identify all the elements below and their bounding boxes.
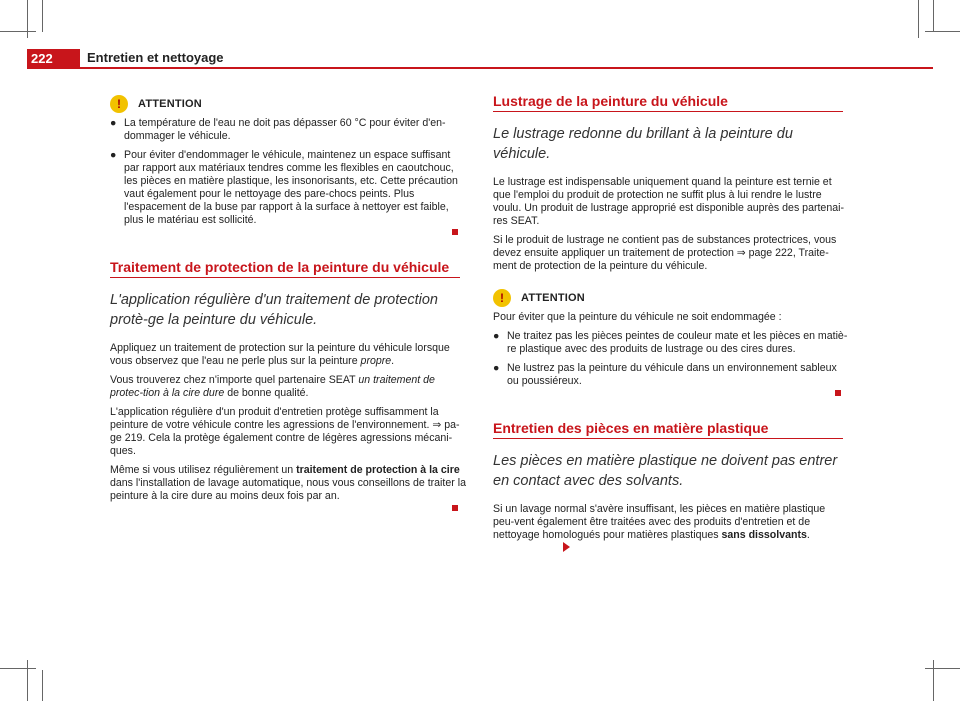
warning-title: ATTENTION — [138, 97, 202, 110]
warning-title: ATTENTION — [521, 291, 585, 304]
paragraph: Même si vous utilisez régulièrement un traitement de protection à la cire dans l'installation de lavage automatique, nous vous conseillons de traiter la peinture à la cire dure au moins deux fois par an. — [110, 464, 466, 502]
bullet-icon: ● — [110, 149, 117, 161]
section-title: Traitement de protection de la peinture du véhicule — [110, 261, 460, 278]
chapter-title: Entretien et nettoyage — [87, 50, 224, 65]
right-column — [493, 95, 849, 562]
paragraph: Si un lavage normal s'avère insuffisant, les pièces en matière plastique peu-vent également être traitées avec des produits d'entretien et de nettoyage homologués pour matières plastiques sans dissolvants. — [493, 503, 849, 556]
paragraph: Si le produit de lustrage ne contient pas de substances protectrices, vous devez ensuite appliquer un traitement de protection ⇒ page 222, Traite-ment de protection de la peinture du véhicule. — [493, 234, 837, 272]
warning-icon: ! — [493, 289, 511, 307]
warning-item-text: La température de l'eau ne doit pas dépasser 60 °C pour éviter d'en-dommager le véhicule. — [124, 117, 446, 142]
section-title: Lustrage de la peinture du véhicule — [493, 95, 843, 112]
crop-mark — [0, 668, 36, 669]
bullet-icon: ● — [110, 117, 117, 129]
warning-item — [110, 117, 466, 143]
warning-icon: ! — [110, 95, 128, 113]
section-end-marker — [452, 229, 458, 235]
section-end-marker — [452, 505, 458, 511]
warning-item-text: Ne lustrez pas la peinture du véhicule dans un environnement sableux ou poussiéreux. — [507, 362, 837, 387]
crop-mark — [42, 670, 43, 701]
paragraph: Vous trouverez chez n'importe quel partenaire SEAT un traitement de protec-tion à la cire dure de bonne qualité. — [110, 374, 435, 399]
warning-item — [493, 330, 849, 356]
warning-item — [110, 149, 466, 227]
warning-item-text: Pour éviter d'endommager le véhicule, maintenez un espace suffisant par rapport aux matériaux tendres comme les flexibles en caoutchouc, les pièces en matière plastique, les insonorisants, etc. Cette précaution vaut également pour le nettoyage des pare-chocs peints. Plus l'espacement de la buse par rapport à la surface à nettoyer est faible, plus le matériau est sollicité. — [124, 149, 458, 226]
page-header — [0, 0, 960, 68]
page-number: 222 — [27, 49, 80, 68]
paragraph: L'application régulière d'un produit d'entretien protège suffisamment la peinture de votre véhicule contre les agressions de l'environnement. ⇒ pa-ge 219. Cela la protège également contre de légères agressions mécani-ques. — [110, 406, 460, 457]
section-lead: L'application régulière d'un traitement de protection protè-ge la peinture du véhicule. — [110, 292, 438, 328]
continue-arrow-icon — [563, 542, 570, 552]
paragraph: Le lustrage est indispensable uniquement quand la peinture est ternie et que l'emploi du produit de protection ne suffit plus à lui rendre le lustre voulu. Un produit de lustrage approprié est disponible auprès des partenai-res SEAT. — [493, 176, 844, 227]
warning-item-text: Ne traitez pas les pièces peintes de couleur mate et les pièces en matiè-re plastique avec des produits de lustrage ou des cires dures. — [507, 330, 848, 355]
crop-mark — [925, 668, 960, 669]
section-end-marker — [835, 390, 841, 396]
paragraph: Appliquez un traitement de protection sur la peinture du véhicule lorsque vous observez que l'eau ne perle plus sur la peinture propre. — [110, 342, 450, 367]
warning-header — [493, 289, 849, 307]
warning-intro: Pour éviter que la peinture du véhicule ne soit endommagée : — [493, 311, 782, 323]
section-lead: Le lustrage redonne du brillant à la peinture du véhicule. — [493, 126, 793, 162]
warning-item — [493, 362, 849, 388]
header-rule — [27, 67, 933, 69]
left-column — [110, 95, 466, 511]
bullet-icon: ● — [493, 330, 500, 342]
section-title: Entretien des pièces en matière plastique — [493, 422, 843, 439]
crop-mark — [27, 660, 28, 701]
section-lead: Les pièces en matière plastique ne doivent pas entrer en contact avec des solvants. — [493, 453, 838, 489]
bullet-icon: ● — [493, 362, 500, 374]
warning-header — [110, 95, 466, 113]
crop-mark — [933, 660, 934, 701]
